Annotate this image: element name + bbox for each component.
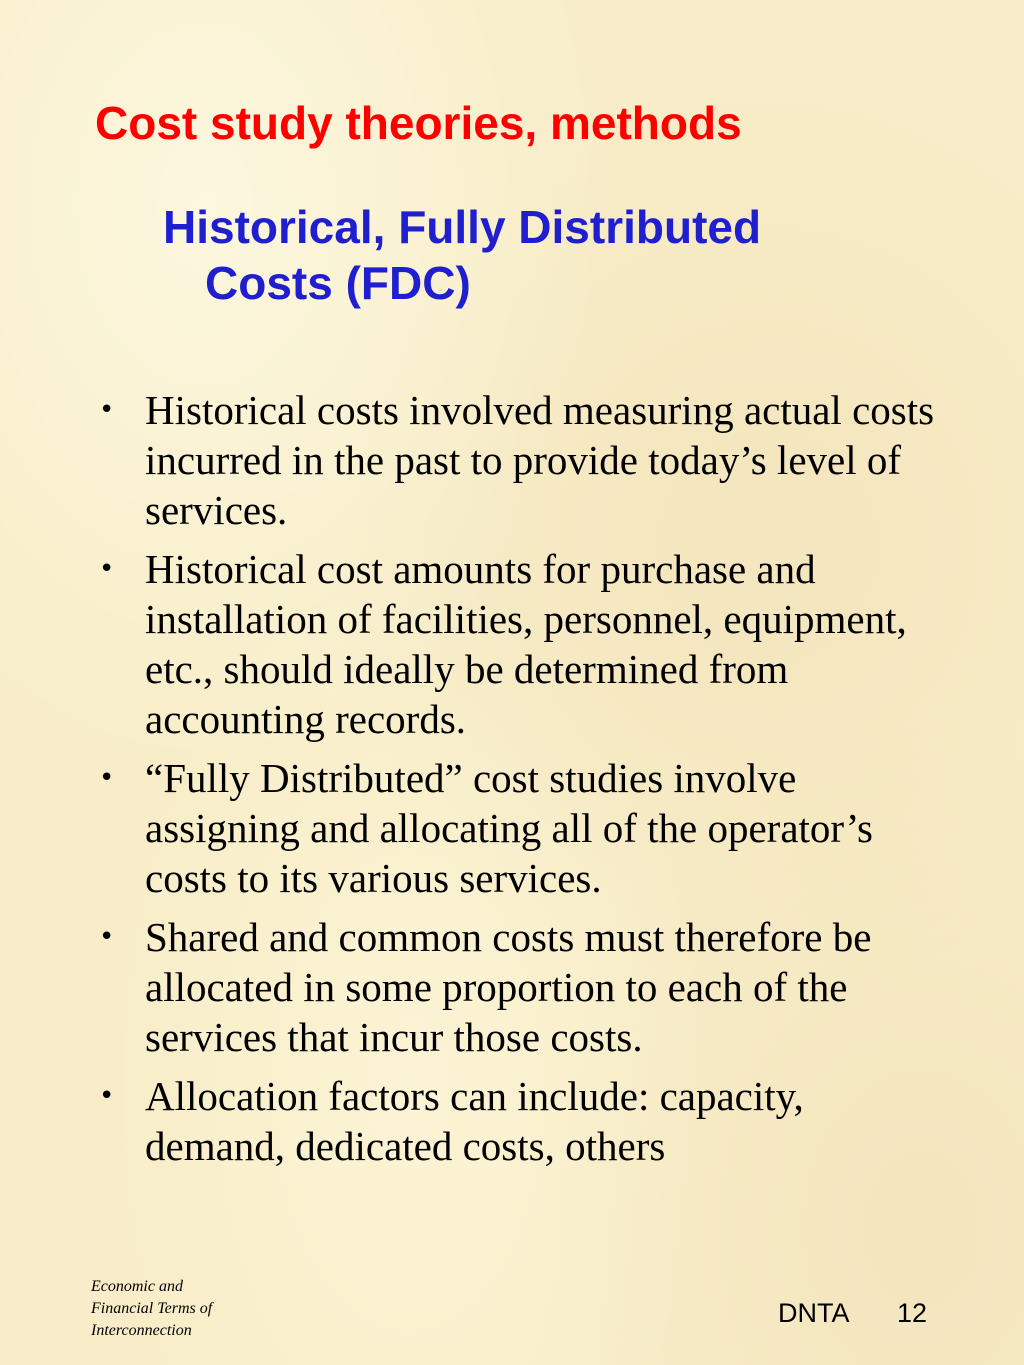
bullet-text: Shared and common costs must therefore be allocated in some proportion to each of the services that incur those costs. — [145, 914, 872, 1060]
footer-presentation-title — [91, 1276, 291, 1342]
bullet-icon: • — [99, 395, 115, 425]
footer-left-line-2: Financial Terms of — [91, 1300, 213, 1317]
bullet-item — [95, 1071, 935, 1171]
bullet-item — [95, 385, 935, 535]
bullet-icon: • — [99, 763, 115, 793]
footer-page-number: 12 — [897, 1298, 928, 1328]
subtitle-line-2: Costs (FDC) — [205, 257, 471, 309]
slide-subtitle — [163, 199, 923, 311]
bullet-item — [95, 912, 935, 1062]
bullet-text: Historical costs involved measuring actual costs incurred in the past to provide today’s level of services. — [145, 387, 935, 533]
bullet-item — [95, 544, 935, 744]
subtitle-line-1: Historical, Fully Distributed — [163, 201, 762, 253]
footer-left-line-1: Economic and — [91, 1278, 183, 1295]
bullet-icon: • — [99, 554, 115, 584]
slide-title: Cost study theories, methods — [95, 97, 742, 149]
bullet-text: Allocation factors can include: capacity, demand, dedicated costs, others — [145, 1073, 804, 1169]
bullet-text: Historical cost amounts for purchase and installation of facilities, personnel, equipment, etc., should ideally be determined from accounting records. — [145, 546, 907, 742]
bullet-icon: • — [99, 922, 115, 952]
bullet-icon: • — [99, 1081, 115, 1111]
bullet-list — [95, 385, 935, 1180]
bullet-text: “Fully Distributed” cost studies involve assigning and allocating all of the operator’s costs to its various services. — [145, 755, 873, 901]
footer-left-line-3: Interconnection — [91, 1322, 192, 1339]
footer-organization: DNTA — [778, 1298, 850, 1328]
bullet-item — [95, 753, 935, 903]
